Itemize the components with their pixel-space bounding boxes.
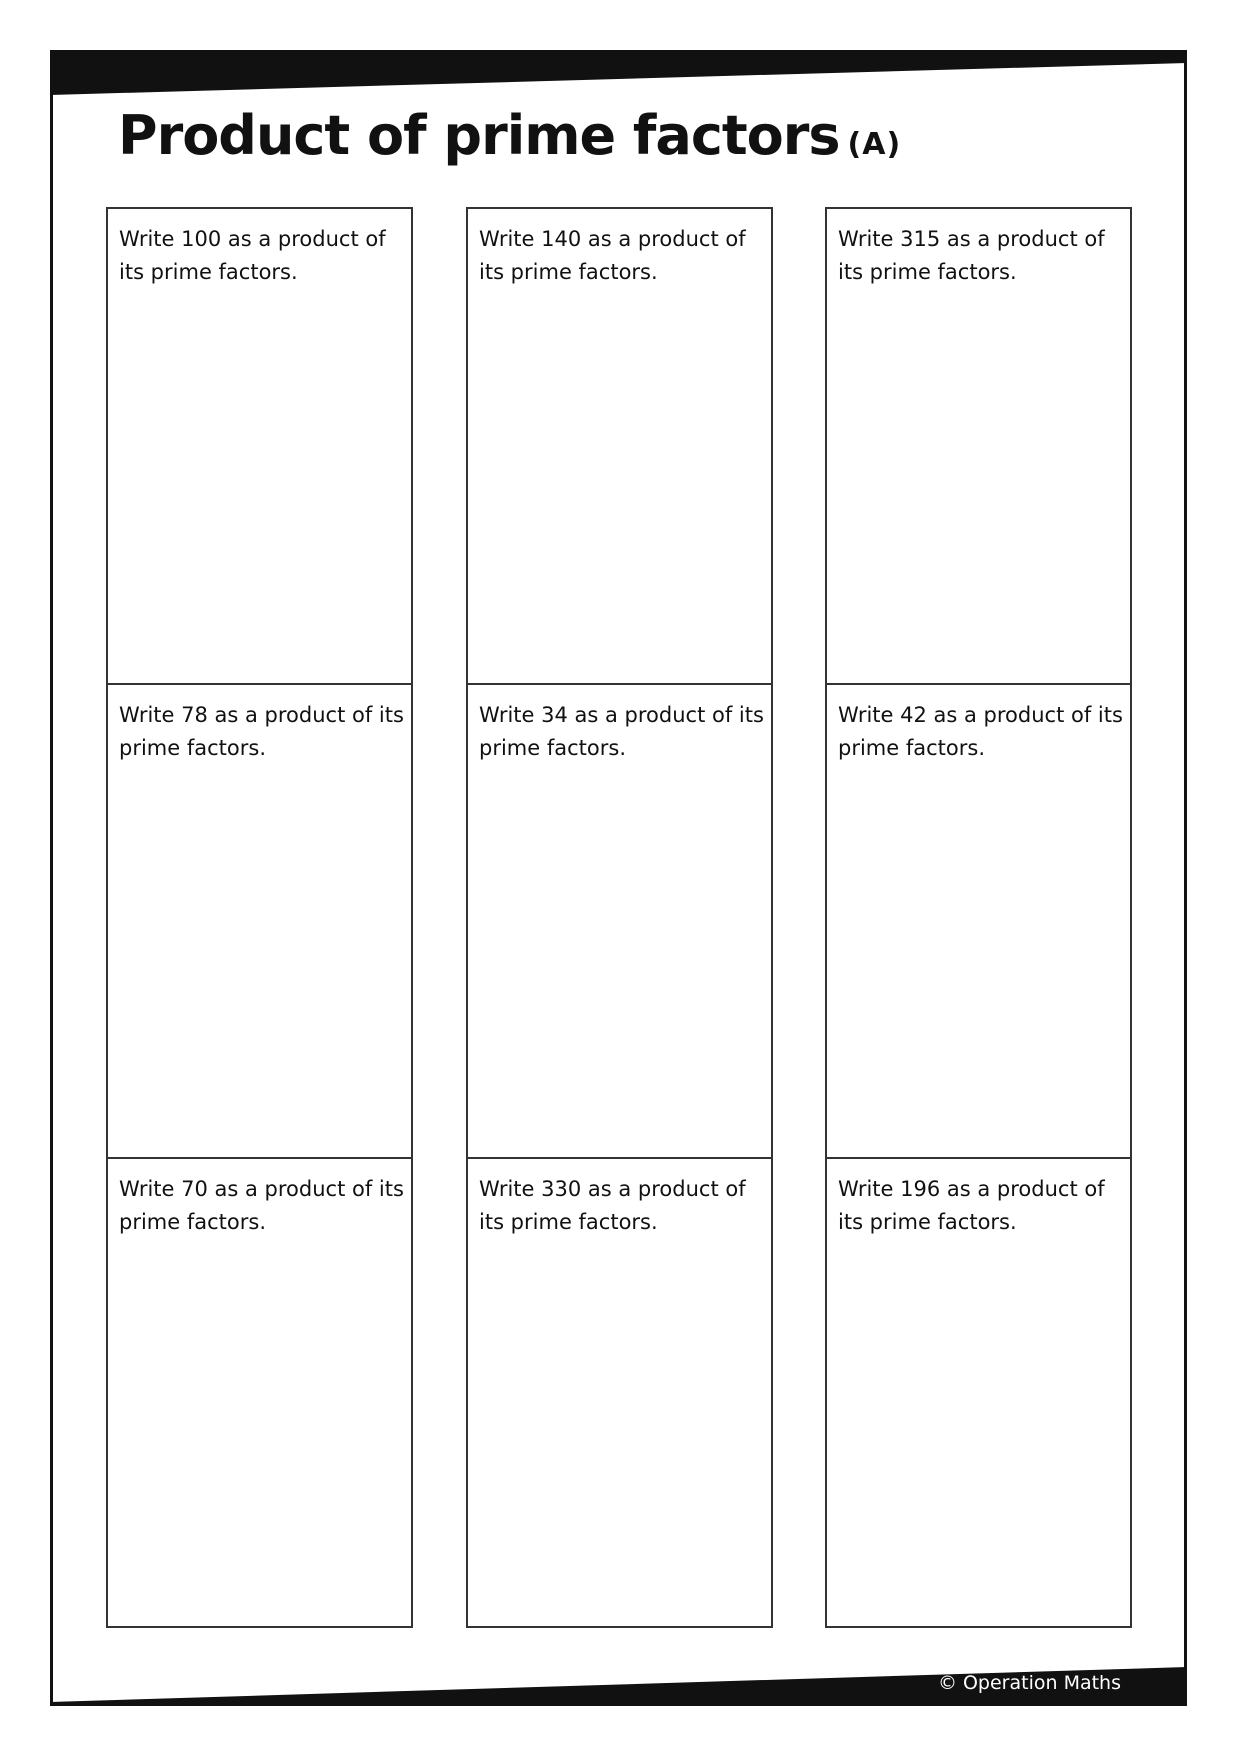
- copyright-notice: © Operation Maths: [937, 1672, 1121, 1694]
- question-1: Write 100 as a product of its prime factors.: [119, 227, 386, 284]
- answer-box-4[interactable]: [108, 683, 411, 1157]
- answer-box-3[interactable]: [827, 209, 1130, 683]
- worksheet-variant: (A): [847, 127, 902, 162]
- question-2: Write 140 as a product of its prime factors.: [479, 227, 746, 284]
- question-column-3: [825, 207, 1132, 1628]
- top-banner: [50, 50, 1187, 95]
- answer-box-2[interactable]: [468, 209, 771, 683]
- question-6: Write 42 as a product of its prime factors.: [838, 703, 1123, 760]
- title-text: Product of prime factors: [118, 104, 840, 167]
- answer-box-8[interactable]: [468, 1157, 771, 1626]
- page-title: [118, 104, 901, 167]
- answer-box-9[interactable]: [827, 1157, 1130, 1626]
- answer-box-6[interactable]: [827, 683, 1130, 1157]
- answer-box-7[interactable]: [108, 1157, 411, 1626]
- answer-box-5[interactable]: [468, 683, 771, 1157]
- question-4: Write 78 as a product of its prime factors.: [119, 703, 404, 760]
- question-column-1: [106, 207, 413, 1628]
- question-7: Write 70 as a product of its prime factors.: [119, 1177, 404, 1234]
- question-9: Write 196 as a product of its prime factors.: [838, 1177, 1105, 1234]
- question-5: Write 34 as a product of its prime factors.: [479, 703, 764, 760]
- question-3: Write 315 as a product of its prime factors.: [838, 227, 1105, 284]
- question-column-2: [466, 207, 773, 1628]
- answer-box-1[interactable]: [108, 209, 411, 683]
- question-8: Write 330 as a product of its prime factors.: [479, 1177, 746, 1234]
